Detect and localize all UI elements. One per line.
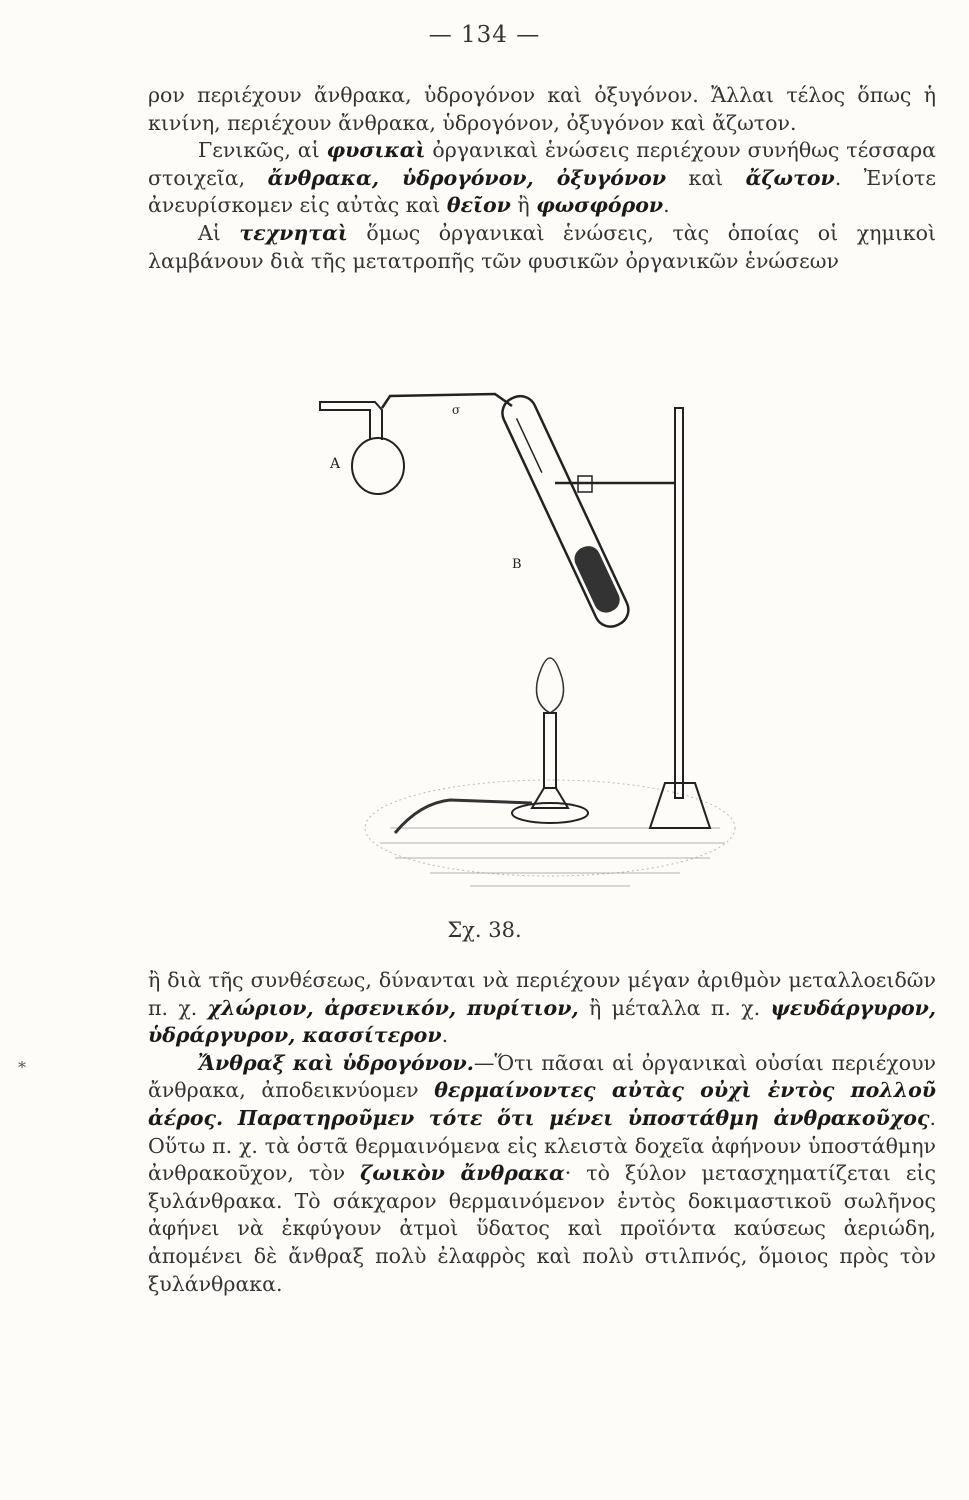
text-block-bottom [148,967,936,1298]
figure-caption: Σχ. 38. [447,918,522,942]
page-number: — 134 — [428,22,541,48]
flame [537,658,564,713]
text-run: . Ἐνίοτε ἀνευρίσκομεν εἰς αὐτὰς καὶ [148,165,937,218]
emphasized-term: θερμαίνοντες αὐτὰς οὐχὶ ἐντὸς πολλοῦ ἀέρος. Παρατηροῦμεν τότε ὅτι μένει ὑποστάθμη ἀνθρακοῦχος [148,1078,936,1130]
emphasized-term: φυσικαὶ [326,138,426,163]
burner [544,713,556,788]
emphasized-term: ἄνθρακα, ὑδρογόνον, ὀξυγόνον [267,165,667,190]
emphasized-term: τεχνηταὶ [239,220,348,245]
paragraph [148,137,936,220]
text-run: ρον περιέχουν ἄνθρακα, ὑδρογόνον καὶ ὀξυγόνον. Ἄλλαι τέλος ὅπως ἡ κινίνη, περιέχουν ἄνθρακα, ὑδρογόνον, ὀξυγόνον καὶ ἄζωτον. [148,83,936,135]
paragraph [148,967,936,1050]
text-run: καὶ [666,165,746,190]
emphasized-term: ἄζωτον [745,165,835,190]
text-block-top [148,82,936,275]
label-c: σ [452,403,461,417]
text-run: ἢ διὰ τῆς συνθέσεως, δύνανται νὰ περιέχουν μέγαν ἀριθμὸν μεταλλοειδῶν π. χ. [148,968,936,1020]
text-run: . [663,193,670,218]
paragraph [148,220,936,275]
figure-apparatus [300,388,740,908]
text-run: · τὸ ξύλον μετασχηματίζεται εἰς ξυλάνθρακα. Τὸ σάκχαρον θερμαινόμενον ἐντὸς δοκιμαστικοῦ σωλῆνος ἀφήνει νὰ ἐκφύγουν ἀτμοὶ ὕδατος καὶ προϊόντα καύσεως ἀεριώδη, ἀπομένει δὲ ἄνθραξ πολὺ ἐλαφρὸς καὶ πολὺ στιλπνός, ὅμοιος πρὸς τὸν ξυλάνθρακα. [148,1161,937,1296]
text-run: Αἱ [198,220,240,245]
flask-a [352,438,404,494]
text-run: ὅμως ὀργανικαὶ ἑνώσεις, τὰς ὁποίας οἱ χημικοὶ λαμβάνουν διὰ τῆς μετατροπῆς τῶν φυσικῶν ὀργανικῶν ἑνώσεων [148,220,937,273]
emphasized-term: φωσφόρον [536,193,664,218]
text-run: . [441,1023,449,1048]
paragraph [148,1050,936,1298]
delivery-tube [382,394,512,408]
emphasized-term: Ἄνθραξ καὶ ὑδρογόνον. [198,1050,474,1075]
emphasized-term: ψευδάργυρον, ὑδράργυρον, κασσίτερον [148,995,937,1048]
emphasized-term: ζωικὸν ἄνθρακα [360,1161,565,1186]
paragraph [148,82,936,137]
margin-mark: * [18,1058,26,1077]
text-run: ἢ [510,193,537,218]
label-a: A [330,456,341,472]
emphasized-term: θεῖον [446,193,511,218]
text-run: Γενικῶς, αἱ [198,138,327,163]
apparatus-illustration [300,388,740,908]
test-tube-b [497,391,633,632]
label-b: B [512,557,522,572]
retort-stand [675,408,683,798]
text-run: ὀργανικαὶ ἑνώσεις περιέχουν συνήθως τέσσαρα στοιχεῖα, [148,138,936,190]
emphasized-term: χλώριον, ἀρσενικόν, πυρίτιον, [207,995,579,1020]
text-run: ἢ μέταλλα π. χ. [578,995,771,1020]
text-run: . Οὕτω π. χ. τὰ ὀστᾶ θερμαινόμενα εἰς κλειστὰ δοχεῖα ἀφήνουν ὑποστάθμην ἀνθρακοῦχον, τὸν [148,1105,936,1186]
text-run: —Ὅτι πᾶσαι αἱ ὀργανικαὶ οὐσίαι περιέχουν ἄνθρακα, ἀποδεικνύομεν [148,1050,936,1103]
